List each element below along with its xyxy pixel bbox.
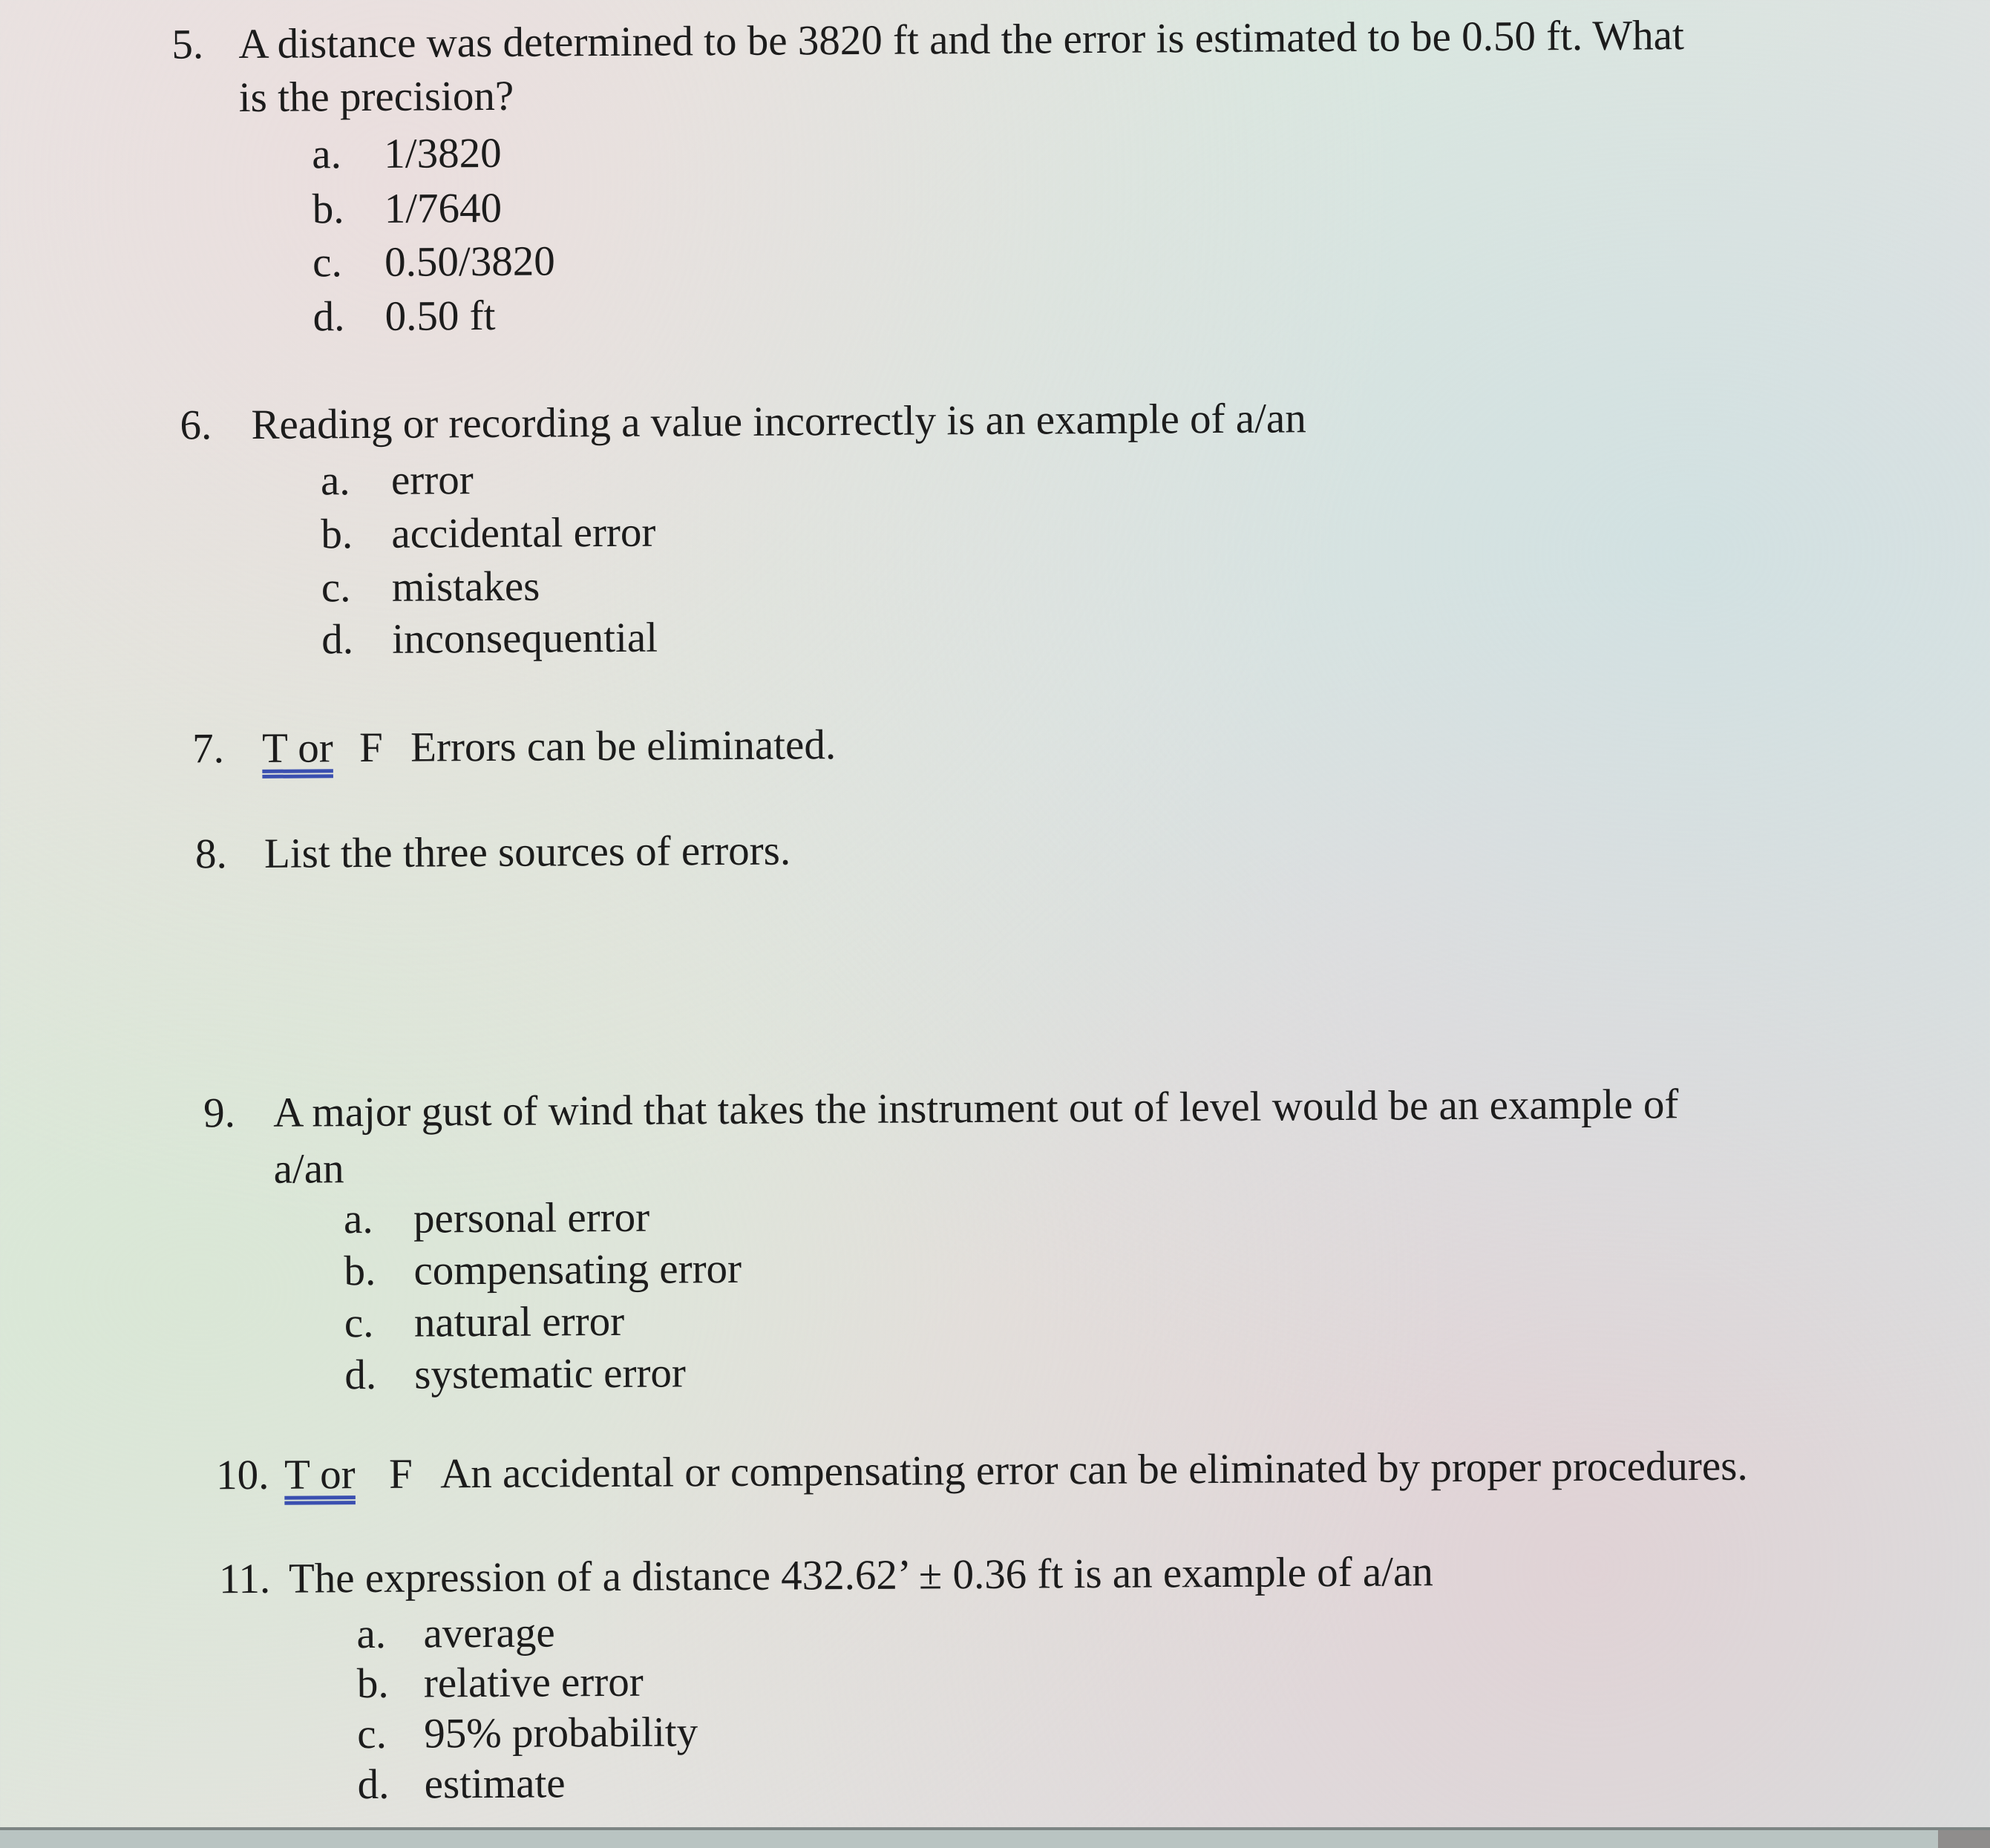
option-text: personal error [413, 1193, 650, 1242]
option-text: systematic error [414, 1349, 687, 1398]
option-text: relative error [423, 1658, 644, 1707]
question-number: 10. [215, 1451, 269, 1499]
option-label: c. [344, 1299, 374, 1347]
question-text: The expression of a distance 432.62’ ± 0.36 ft is an example of a/an [288, 1548, 1434, 1602]
question-number: 5. [171, 21, 204, 68]
option-text: 1/3820 [384, 129, 502, 177]
option-label: a. [343, 1195, 373, 1243]
question-text: A major gust of wind that takes the instrument out of level would be an example of [272, 1081, 1679, 1136]
option-label: c. [321, 564, 351, 612]
true-false-option: F [388, 1450, 413, 1498]
option-label: a. [356, 1610, 387, 1658]
status-bar-control[interactable] [1938, 1830, 1990, 1848]
option-label: d. [312, 293, 345, 341]
option-label: a. [320, 457, 350, 505]
true-false-answer: T or [284, 1451, 356, 1498]
option-text: average [423, 1609, 555, 1657]
option-text: estimate [424, 1760, 566, 1808]
option-label: c. [312, 239, 342, 286]
option-text: mistakes [391, 563, 540, 611]
option-text: 95% probability [424, 1708, 698, 1757]
option-text: natural error [413, 1297, 625, 1346]
option-text: inconsequential [392, 614, 658, 663]
option-label: c. [357, 1710, 387, 1758]
option-label: b. [312, 186, 344, 233]
question-number: 11. [218, 1555, 271, 1603]
question-number: 9. [203, 1090, 236, 1137]
option-label: d. [357, 1760, 390, 1809]
option-text: compensating error [413, 1245, 742, 1294]
option-label: b. [321, 511, 353, 558]
option-text: error [390, 456, 474, 504]
question-number: 6. [180, 402, 212, 449]
true-false-answer: T or [261, 724, 333, 772]
option-text: accidental error [391, 508, 656, 557]
option-text: 1/7640 [384, 184, 503, 232]
question-text: An accidental or compensating error can be eliminated by proper procedures. [439, 1442, 1748, 1498]
question-text: is the precision? [238, 72, 514, 122]
option-label: b. [356, 1659, 389, 1708]
question-text: Reading or recording a value incorrectly is an example of a/an [251, 395, 1306, 448]
question-text: a/an [273, 1145, 344, 1193]
true-false-option: F [359, 724, 384, 772]
question-text: List the three sources of errors. [264, 827, 791, 877]
option-label: a. [312, 131, 342, 178]
question-text: Errors can be eliminated. [410, 721, 837, 771]
question-number: 8. [194, 830, 227, 878]
option-label: d. [321, 616, 354, 663]
option-label: d. [344, 1351, 377, 1399]
question-number: 7. [192, 725, 225, 773]
question-text: A distance was determined to be 3820 ft and the error is estimated to be 0.50 ft. What [238, 12, 1685, 68]
option-text: 0.50 ft [384, 292, 496, 340]
option-text: 0.50/3820 [384, 237, 555, 286]
option-label: b. [344, 1247, 376, 1295]
